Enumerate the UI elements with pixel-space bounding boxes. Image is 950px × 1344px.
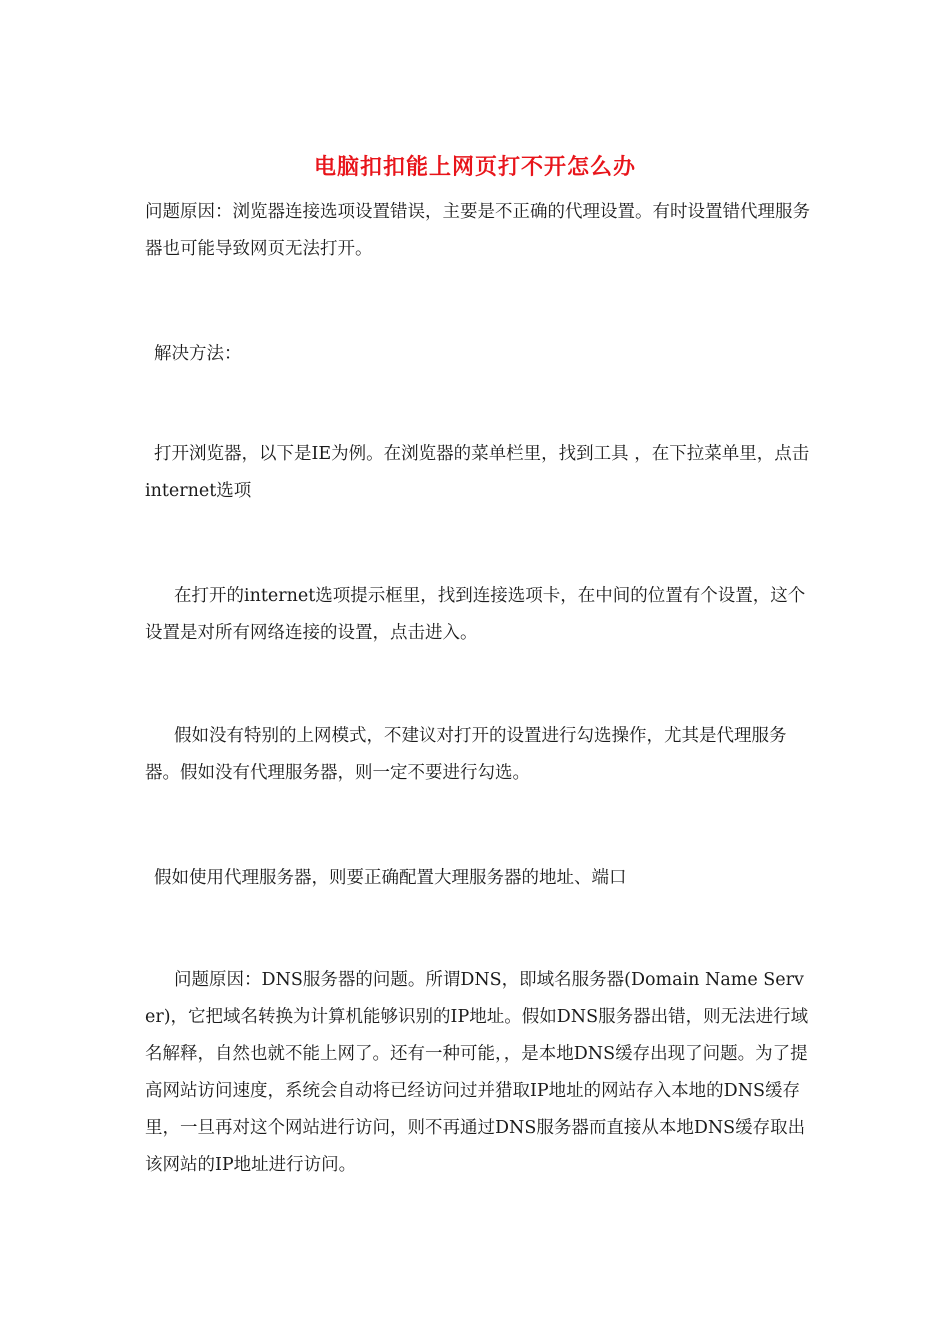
paragraph-problem-cause-browser: 问题原因：浏览器连接选项设置错误，主要是不正确的代理设置。有时设置错代理服务器也可能导致网页无法打开。 — [145, 202, 810, 259]
paragraph-problem-cause-dns: 问题原因：DNS服务器的问题。所谓DNS，即域名服务器(Domain Name Server)，它把域名转换为计算机能够识别的IP地址。假如DNS服务器出错，则无法进行域名解释，自然也就不能上网了。还有一种可能，，是本地DNS缓存出现了问题。为了提高网站访问速度，系统会自动将已经访问过并猎取IP地址的网站存入本地的DNS缓存里，一旦再对这个网站进行访问，则不再通过DNS服务器而直接从本地DNS缓存取出该网站的IP地址进行访问。 — [145, 970, 809, 1175]
paragraph-internet-options: 在打开的internet选项提示框里，找到连接选项卡，在中间的位置有个设置，这个设置是对所有网络连接的设置，点击进入。 — [145, 586, 806, 643]
document-title: 电脑扣扣能上网页打不开怎么办 — [313, 154, 636, 180]
paragraph-solution-heading: 解决方法： — [154, 344, 242, 364]
paragraph-open-browser: 打开浏览器，以下是IE为例。在浏览器的菜单栏里，找到工具 ，在下拉菜单里，点击internet选项 — [145, 444, 810, 501]
paragraph-proxy-warning: 假如没有特别的上网模式，不建议对打开的设置进行勾选操作，尤其是代理服务器。假如没有代理服务器，则一定不要进行勾选。 — [145, 726, 787, 783]
paragraph-proxy-config: 假如使用代理服务器，则要正确配置大理服务器的地址、端口 — [154, 868, 627, 888]
